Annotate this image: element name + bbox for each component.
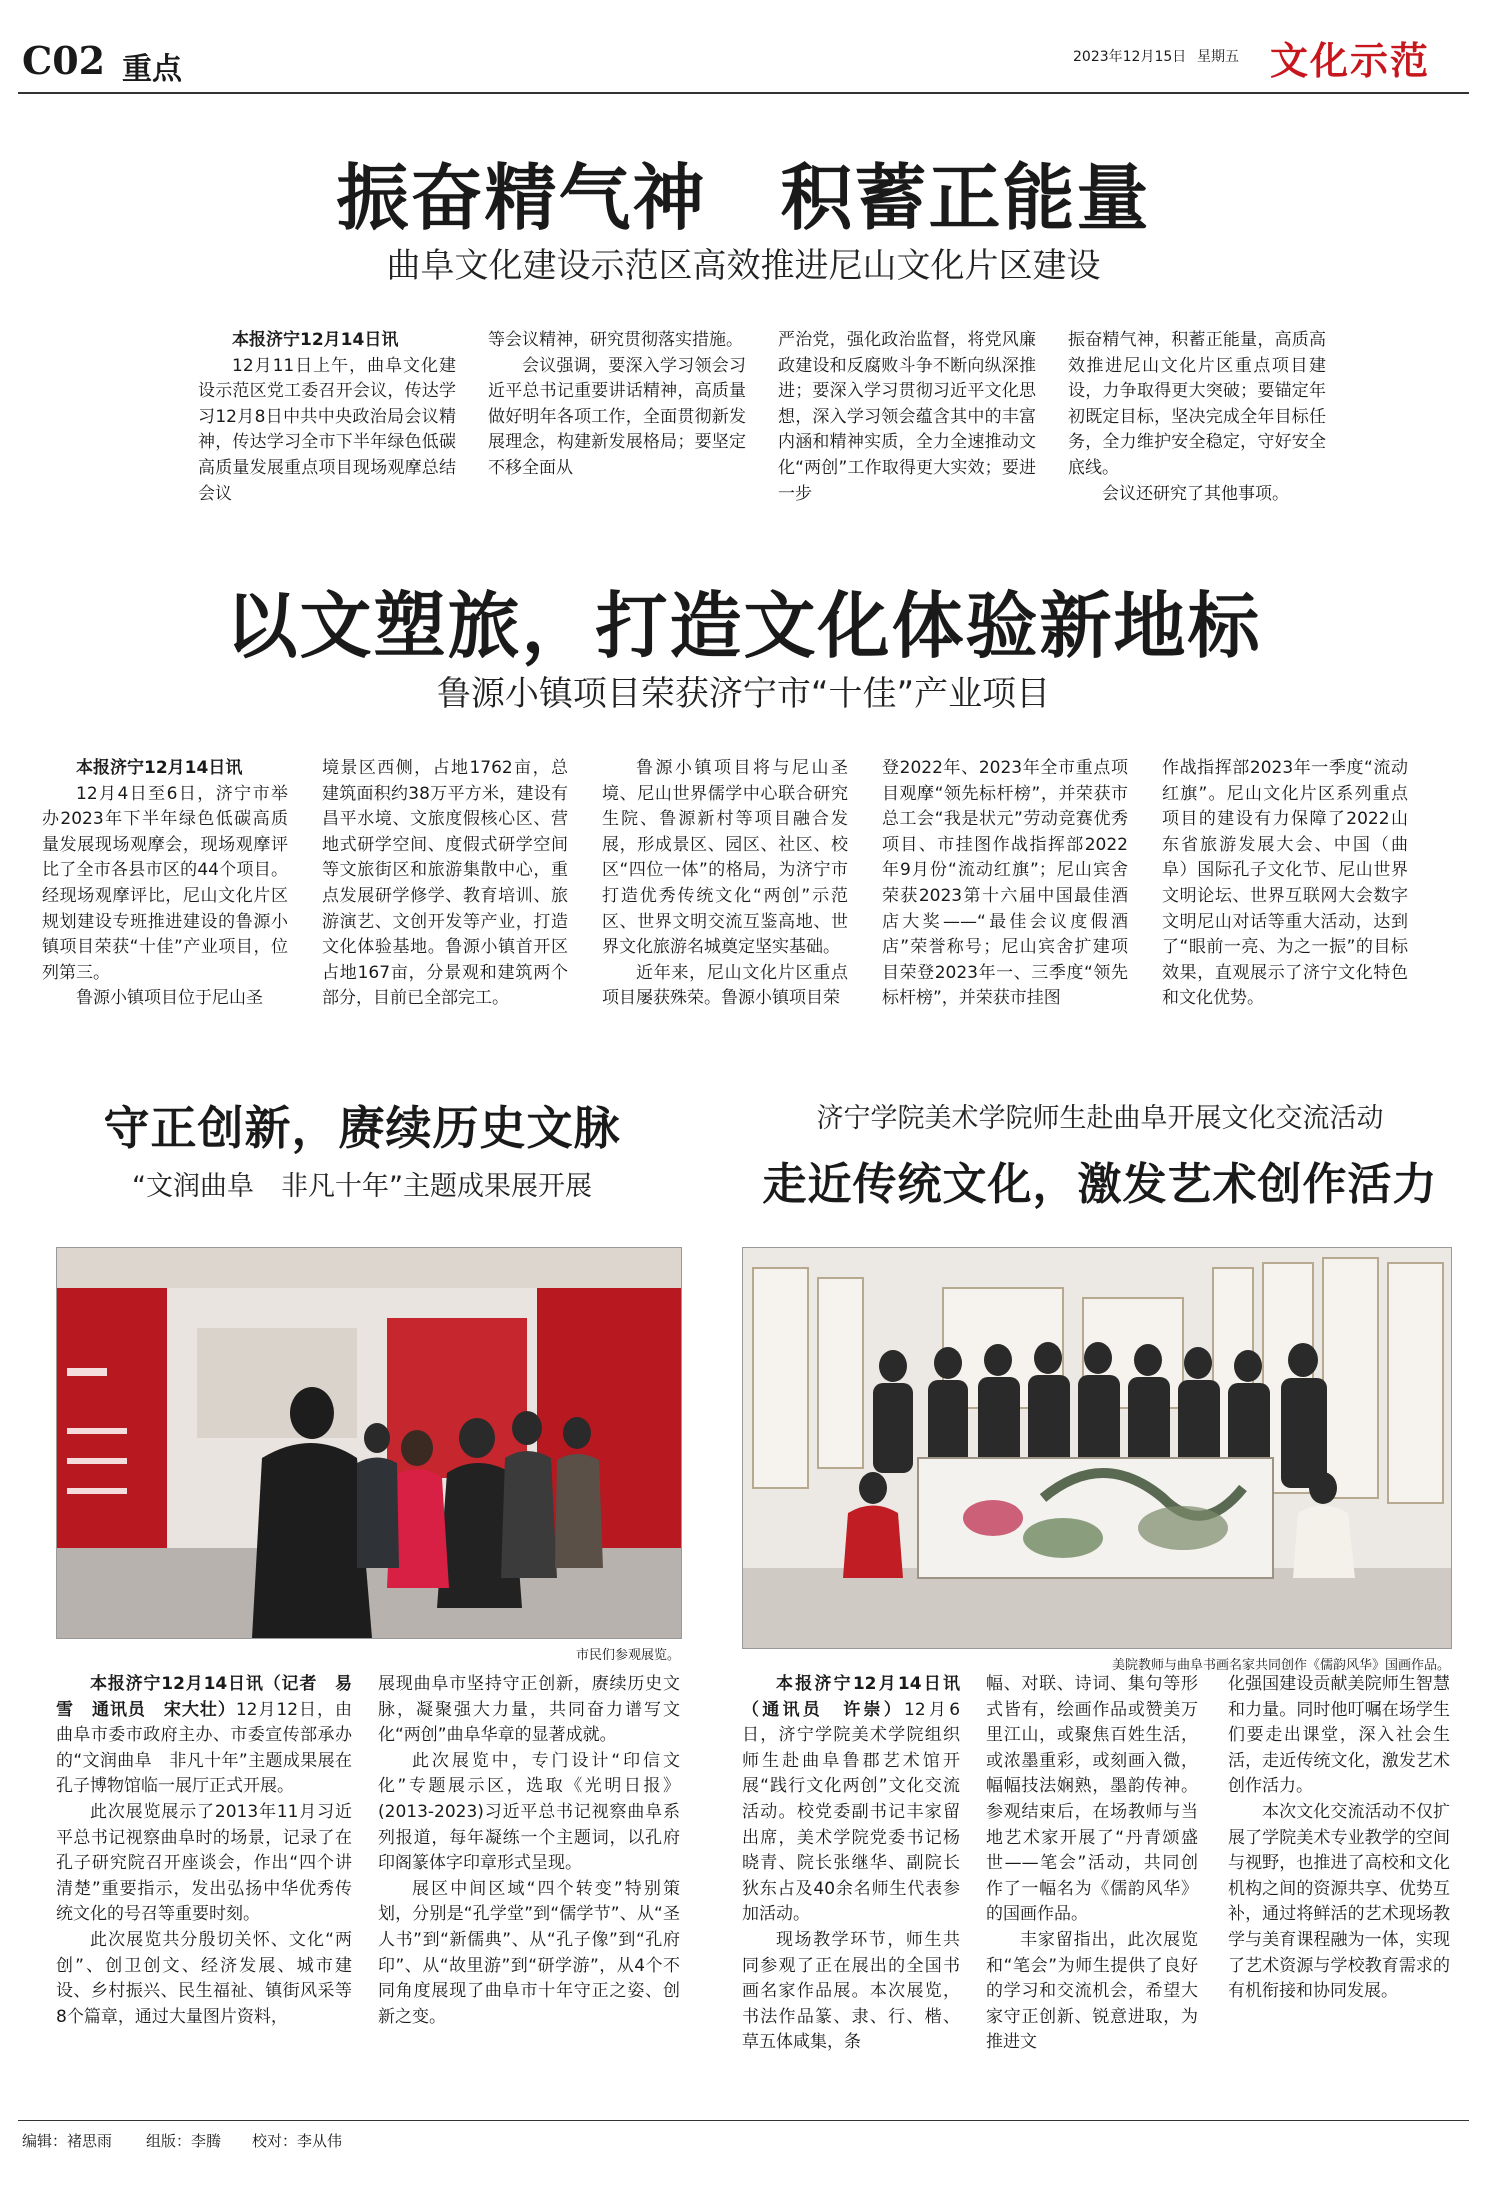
masthead: 文化示范 bbox=[1270, 38, 1431, 83]
section-name: 重点 bbox=[122, 52, 182, 87]
article2-column-5 bbox=[1162, 756, 1408, 1014]
article4-column-1 bbox=[742, 1672, 960, 2100]
article4-column-3 bbox=[1228, 1672, 1450, 2100]
issue-date: 2023年12月15日 bbox=[1073, 49, 1187, 65]
footer-rule bbox=[18, 2120, 1469, 2121]
article2-column-1 bbox=[42, 756, 288, 1014]
footer-editor: 编辑：褚思雨 bbox=[22, 2132, 113, 2150]
page-code: C02 bbox=[22, 38, 106, 83]
article2-para: 登2022年、2023年全市重点项目观摩“领先标杆榜”，并荣获市总工会“我是状元”劳动竞赛优秀项目、市挂图作战指挥部2022年9月份“流动红旗”；尼山宾舍荣获2023第十六届中国最佳酒店大奖——“最佳会议度假酒店”荣誉称号；尼山宾舍扩建项目荣登2023年一、三季度“领先标杆榜”，并荣获市挂图 bbox=[882, 758, 1128, 1009]
article3-para: 此次展览展示了2013年11月习近平总书记视察曲阜时的场景，记录了在孔子研究院召开座谈会，作出“四个讲清楚”重要指示，发出弘扬中华优秀传统文化的号召等重要时刻。 bbox=[56, 1801, 352, 1925]
article4-para: 丰家留指出，此次展览和“笔会”为师生提供了良好的学习和交流机会，希望大家守正创新、锐意进取，为推进文 bbox=[986, 1929, 1198, 2053]
article1-para: 会议还研究了其他事项。 bbox=[1102, 483, 1289, 504]
article4-para: 幅、对联、诗词、集句等形式皆有，绘画作品或赞美万里江山，或聚焦百姓生活，或浓墨重彩，或刻画入微，幅幅技法娴熟，墨韵传神。参观结束后，在场教师与当地艺术家开展了“丹青颂盛世——笔会”活动，共同创作了一幅名为《儒韵风华》的国画作品。 bbox=[986, 1674, 1198, 1925]
article3-column-1 bbox=[56, 1672, 352, 2100]
article2-para: 12月4日至6日，济宁市举办2023年下半年绿色低碳高质量发展现场观摩会，现场观摩评比了全市各县市区的44个项目。经现场观摩评比，尼山文化片区规划建设专班推进建设的鲁源小镇项目荣获“十佳”产业项目，位列第三。 bbox=[42, 783, 288, 983]
header-rule bbox=[18, 92, 1469, 94]
article2-column-3 bbox=[602, 756, 848, 1014]
article2-para: 境景区西侧，占地1762亩，总建筑面积约38万平方米，建设有昌平水境、文旅度假核心区、营地式研学空间、度假式研学空间等文旅街区和旅游集散中心，重点发展研学修学、教育培训、旅游演艺、文创开发等产业，打造文化体验基地。鲁源小镇首开区占地167亩，分景观和建筑两个部分，目前已全部完工。 bbox=[322, 758, 568, 1009]
article3-para: 此次展览中，专门设计“印信文化”专题展示区，选取《光明日报》(2013-2023)习近平总书记视察曲阜系列报道，每年凝练一个主题词，以孔府印阁篆体字印章形式呈现。 bbox=[378, 1750, 680, 1874]
article1-column-2 bbox=[488, 328, 746, 508]
article3-title: 守正创新，赓续历史文脉 bbox=[103, 1101, 621, 1155]
article2-subtitle: 鲁源小镇项目荣获济宁市“十佳”产业项目 bbox=[436, 674, 1051, 714]
art-exchange-photo-caption: 美院教师与曲阜书画名家共同创作《儒韵风华》国画作品。 bbox=[1111, 1658, 1450, 1673]
article4-byline: 本报济宁12月14日讯（通讯员 许崇） bbox=[742, 1674, 960, 1720]
article3-para: 此次展览共分殷切关怀、文化“两创”、创卫创文、经济发展、城市建设、乡村振兴、民生福祉、镇街风采等8个篇章，通过大量图片资料， bbox=[56, 1929, 352, 2027]
article3-byline: 本报济宁12月14日讯（记者 易雪 通讯员 宋大壮） bbox=[56, 1674, 352, 1720]
article1-para: 会议强调，要深入学习领会习近平总书记重要讲话精神，高质量做好明年各项工作，全面贯彻新发展理念，构建新发展格局；要坚定不移全面从 bbox=[488, 355, 746, 478]
article3-para: 12月12日，由曲阜市委市政府主办、市委宣传部承办的“文润曲阜 非凡十年”主题成果展在孔子博物馆临一展厅正式开展。 bbox=[56, 1699, 352, 1797]
article2-dateline: 本报济宁12月14日讯 bbox=[76, 758, 243, 778]
article1-column-3 bbox=[778, 328, 1036, 508]
exhibition-photo-caption: 市民们参观展览。 bbox=[575, 1648, 680, 1663]
issue-weekday: 星期五 bbox=[1197, 49, 1239, 65]
article1-column-4 bbox=[1068, 328, 1326, 508]
art-exchange-photo bbox=[742, 1247, 1452, 1649]
article4-para: 化强国建设贡献美院师生智慧和力量。同时他叮嘱在场学生们要走出课堂，深入社会生活，走近传统文化，激发艺术创作活力。 bbox=[1228, 1674, 1450, 1797]
article1-para: 严治党，强化政治监督，将党风廉政建设和反腐败斗争不断向纵深推进；要深入学习贯彻习近平文化思想，深入学习领会蕴含其中的丰富内涵和精神实质，全力全速推动文化“两创”工作取得更大实效；要进一步 bbox=[778, 330, 1036, 504]
article2-para: 作战指挥部2023年一季度“流动红旗”。尼山文化片区系列重点项目的建设有力保障了2022山东省旅游发展大会、中国（曲阜）国际孔子文化节、尼山世界文明论坛、世界互联网大会数字文明尼山对话等重大活动，达到了“眼前一亮、为之一振”的目标效果，直观展示了济宁文化特色和文化优势。 bbox=[1162, 758, 1408, 1009]
exhibition-photo bbox=[56, 1247, 682, 1639]
article3-para: 展现曲阜市坚持守正创新，赓续历史文脉，凝聚强大力量，共同奋力谱写文化“两创”曲阜华章的显著成就。 bbox=[378, 1674, 680, 1746]
article2-para: 近年来，尼山文化片区重点项目屡获殊荣。鲁源小镇项目荣 bbox=[602, 962, 848, 1009]
article1-subtitle: 曲阜文化建设示范区高效推进尼山文化片区建设 bbox=[386, 246, 1101, 286]
article1-column-1 bbox=[198, 328, 456, 508]
article2-para: 鲁源小镇项目将与尼山圣境、尼山世界儒学中心联合研究生院、鲁源新村等项目融合发展，形成景区、园区、社区、校区“四位一体”的格局，为济宁市打造优秀传统文化“两创”示范区、世界文明交流互鉴高地、世界文化旅游名城奠定坚实基础。 bbox=[602, 758, 848, 958]
article2-column-2 bbox=[322, 756, 568, 1014]
article2-column-4 bbox=[882, 756, 1128, 1014]
article2-title: 以文塑旅，打造文化体验新地标 bbox=[225, 583, 1262, 668]
article4-column-2 bbox=[986, 1672, 1198, 2100]
article3-subtitle: “文润曲阜 非凡十年”主题成果展开展 bbox=[132, 1171, 592, 1202]
art-exchange-photo-illustration bbox=[743, 1248, 1451, 1648]
article1-para: 12月11日上午，曲阜文化建设示范区党工委召开会议，传达学习12月8日中共中央政治局会议精神，传达学习全市下半年绿色低碳高质量发展重点项目现场观摩总结会议 bbox=[198, 355, 456, 504]
article4-para: 现场教学环节，师生共同参观了正在展出的全国书画名家作品展。本次展览，书法作品篆、隶、行、楷、草五体咸集，条 bbox=[742, 1929, 960, 2053]
article3-para: 展区中间区域“四个转变”特别策划，分别是“孔学堂”到“儒学节”、从“圣人书”到“新儒典”、从“孔子像”到“孔府印”、从“故里游”到“研学游”，从4个不同角度展现了曲阜市十年守正之姿、创新之变。 bbox=[378, 1878, 680, 2027]
article4-kicker: 济宁学院美术学院师生赴曲阜开展文化交流活动 bbox=[816, 1103, 1384, 1134]
article2-para: 鲁源小镇项目位于尼山圣 bbox=[76, 988, 263, 1009]
article1-para: 振奋精气神，积蓄正能量，高质高效推进尼山文化片区重点项目建设，力争取得更大突破；要锚定年初既定目标，坚决完成全年目标任务，全力维护安全稳定，守好安全底线。 bbox=[1068, 330, 1326, 478]
article4-para: 本次文化交流活动不仅扩展了学院美术专业教学的空间与视野，也推进了高校和文化机构之间的资源共享、优势互补，通过将鲜活的艺术现场教学与美育课程融为一体，实现了艺术资源与学校教育需求的有机衔接和协同发展。 bbox=[1228, 1801, 1450, 2002]
footer-proof: 校对：李从伟 bbox=[252, 2132, 343, 2150]
article1-para: 等会议精神，研究贯彻落实措施。 bbox=[488, 330, 743, 350]
article1-dateline: 本报济宁12月14日讯 bbox=[232, 330, 399, 350]
article3-column-2 bbox=[378, 1672, 680, 2100]
exhibition-photo-illustration bbox=[57, 1248, 681, 1638]
footer-layout: 组版：李腾 bbox=[146, 2132, 222, 2150]
article4-title: 走近传统文化，激发艺术创作活力 bbox=[762, 1159, 1438, 1210]
article4-para: 12月6日，济宁学院美术学院组织师生赴曲阜鲁郡艺术馆开展“践行文化两创”文化交流活动。校党委副书记丰家留出席，美术学院党委书记杨晓青、院长张继华、副院长狄东占及40余名师生代表参加活动。 bbox=[742, 1699, 960, 1925]
article1-title: 振奋精气神 积蓄正能量 bbox=[336, 155, 1151, 240]
